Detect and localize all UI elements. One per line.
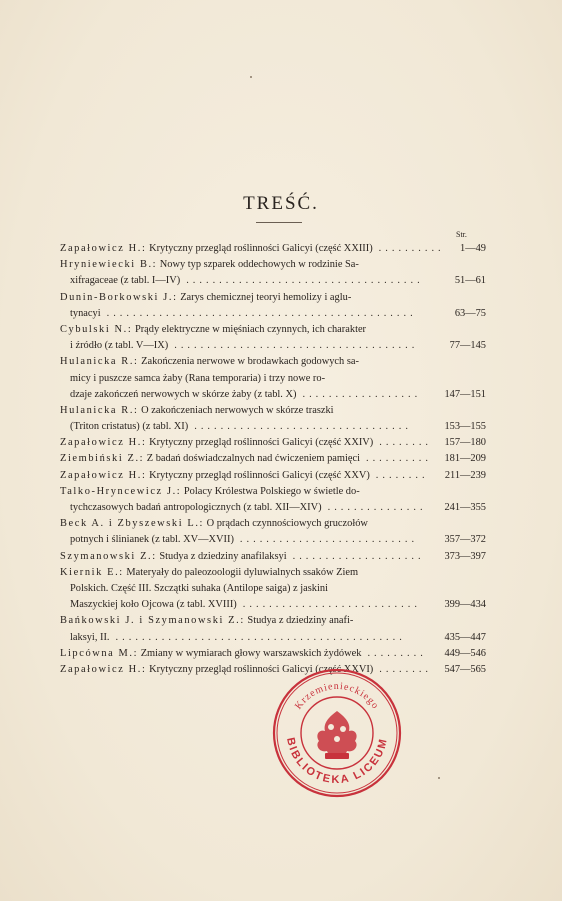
toc-entry-continuation: [60, 581, 486, 597]
entry-title: Studya z dziedziny anafilaksyi: [159, 550, 287, 562]
entry-author: Zapałowicz H.:: [60, 243, 147, 254]
leader-dots: ....................................: [186, 275, 424, 287]
entry-text: [70, 338, 168, 354]
leader-dots: ...............: [327, 502, 427, 513]
entry-author: Hulanicka R.:: [60, 356, 139, 368]
entry-pages: 241—355: [444, 502, 486, 513]
leader-dots: ....................: [292, 550, 425, 562]
toc-entry: [60, 549, 486, 565]
entry-title: Prądy elektryczne w mięśniach czynnych, ich charakter: [134, 323, 367, 335]
leader-dots: ..................: [302, 388, 422, 400]
pages-header: Str.: [456, 230, 467, 239]
entry-text: [70, 273, 180, 289]
page-title: TREŚĆ.: [243, 193, 319, 214]
entry-pages: 181—209: [444, 453, 486, 465]
toc-entry: [60, 565, 486, 581]
entry-text: [60, 549, 287, 565]
leader-dots: .................................: [194, 421, 412, 433]
toc-entry-continuation: [60, 387, 486, 403]
entry-title: i źródło (z tabl. V—IX): [70, 340, 169, 352]
entry-text: [70, 581, 328, 597]
entry-author: Lipcówna M.:: [60, 647, 139, 659]
entry-text: [60, 257, 359, 273]
entry-title: Materyały do paleozoologii dyluwialnych ssaków Ziem: [126, 566, 359, 578]
entry-title: xifragaceae (z tabl. I—IV): [70, 275, 181, 287]
entry-pages: 357—372: [444, 534, 486, 546]
leader-dots: ...........................: [242, 599, 421, 611]
leader-dots: ...............................................: [106, 307, 417, 319]
toc-entry: [60, 290, 486, 306]
entry-text: [60, 613, 353, 629]
toc-entry-continuation: [60, 419, 486, 435]
toc-entry: [60, 322, 486, 338]
leader-dots: ........: [375, 469, 429, 481]
library-stamp: [271, 667, 403, 799]
toc-entry: [60, 257, 486, 273]
entry-pages: 399—434: [444, 599, 486, 611]
entry-pages: 147—151: [444, 388, 486, 400]
speck: [250, 76, 252, 78]
toc-entry: [60, 613, 486, 629]
entry-text: [60, 451, 360, 467]
entry-author: Szymanowski Z.:: [60, 550, 157, 562]
entry-title: O prądach czynnościowych gruczołów: [206, 518, 368, 530]
toc-entry-continuation: [60, 597, 486, 613]
entry-text: [60, 403, 334, 419]
entry-text: [70, 532, 234, 548]
entry-title: (Triton cristatus) (z tabl. XI): [70, 421, 189, 433]
entry-title: Polacy Królestwa Polskiego w świetle do-: [183, 485, 360, 497]
leader-dots: ........: [379, 663, 433, 675]
entry-title: Maszyckiej koło Ojcowa (z tabl. XVIII): [70, 599, 237, 611]
entry-author: Hryniewiecki B.:: [60, 259, 158, 271]
entry-title: Krytyczny przegląd roślinności Galicyi (część XXIV): [149, 437, 374, 449]
entry-author: Dunin-Borkowski J.:: [60, 291, 178, 303]
toc-entry: [60, 403, 486, 419]
entry-title: potnych i ślinianek (z tabl. XV—XVII): [70, 534, 234, 546]
toc-entry-continuation: [60, 338, 486, 354]
entry-pages: 449—546: [444, 647, 486, 659]
entry-author: Kiernik E.:: [60, 566, 124, 578]
entry-title: micy i puszcze samca żaby (Rana temporaria) i trzy nowe ro-: [70, 372, 326, 384]
entry-title: Krytyczny przegląd roślinności Galicyi (część XXIII): [149, 243, 373, 254]
entry-title: dzaje zakończeń nerwowych w skórze żaby (z tabl. X): [70, 388, 297, 400]
entry-author: Talko-Hryncewicz J.:: [60, 485, 182, 497]
entry-text: [60, 241, 373, 257]
entry-pages: 547—565: [444, 663, 486, 675]
stamp-top-text: Krzemienieckiego: [293, 680, 382, 712]
toc-entry: [60, 451, 486, 467]
entry-text: [60, 484, 360, 500]
entry-title: tynacyi: [70, 307, 101, 319]
entry-title: Polskich. Część III. Szczątki suhaka (Antilope saiga) z jaskini: [70, 582, 328, 594]
entry-title: Zarys chemicznej teoryi hemolizy i aglu-: [180, 291, 352, 303]
stamp-emblem-icon: [317, 711, 356, 759]
speck: [438, 777, 440, 779]
entry-pages: 373—397: [444, 550, 486, 562]
entry-title: Z badań doświadczalnych nad ćwiczeniem pamięci: [146, 453, 360, 465]
toc-entry-continuation: [60, 630, 486, 646]
toc-entry: [60, 646, 486, 662]
entry-text: [60, 516, 368, 532]
entry-pages: 211—239: [444, 469, 486, 481]
entry-text: [60, 565, 358, 581]
toc-entry: [60, 516, 486, 532]
entry-text: [60, 435, 373, 451]
toc-entry: [60, 484, 486, 500]
entry-text: [70, 387, 296, 403]
toc-entry: [60, 435, 486, 451]
entry-title: Krytyczny przegląd roślinności Galicyi (część XXV): [149, 469, 370, 481]
toc-entry-continuation: [60, 500, 486, 516]
toc-entry-continuation: [60, 371, 486, 387]
entry-pages: 153—155: [444, 421, 486, 433]
entry-title: O zakończeniach nerwowych w skórze traszki: [141, 404, 334, 416]
entry-pages: 1—49: [460, 243, 486, 254]
entry-title: Zmiany w wymiarach głowy warszawskich żydówek: [140, 647, 362, 659]
entry-text: [70, 630, 110, 646]
toc-entry: [60, 468, 486, 484]
entry-pages: 77—145: [449, 340, 486, 352]
entry-text: [70, 306, 101, 322]
entry-text: [70, 419, 188, 435]
entry-text: [60, 322, 366, 338]
entry-text: [60, 354, 359, 370]
stamp-bottom-text: BIBLIOTEKA LICEUM: [284, 736, 390, 787]
entry-author: Ziembiński Z.:: [60, 453, 145, 465]
entry-pages: 157—180: [444, 437, 486, 449]
leader-dots: .........: [367, 647, 427, 659]
leader-dots: ...........................: [239, 534, 419, 546]
entry-text: [70, 500, 322, 516]
entry-text: [60, 290, 351, 306]
entry-author: Cybulski N.:: [60, 323, 133, 335]
entry-author: Zapałowicz H.:: [60, 437, 147, 449]
entry-author: Zapałowicz H.:: [60, 663, 147, 675]
entry-title: Zakończenia nerwowe w brodawkach godowych sa-: [141, 356, 359, 368]
entry-author: Bańkowski J. i Szymanowski Z.:: [60, 615, 245, 627]
entry-text: [60, 646, 361, 662]
toc-entry-continuation: [60, 273, 486, 289]
entry-title: Studya z dziedziny anafi-: [247, 615, 354, 627]
entry-title: laksyi, II.: [70, 631, 110, 643]
toc-entry: [60, 241, 486, 257]
leader-dots: ............................................: [115, 631, 406, 643]
entry-pages: 51—61: [454, 275, 486, 287]
leader-dots: .....................................: [174, 340, 419, 352]
entry-pages: 435—447: [444, 631, 486, 643]
entry-title: Krytyczny przegląd roślinności Galicyi (część XXVI): [149, 663, 374, 675]
entry-text: [60, 468, 370, 484]
toc-entry: [60, 354, 486, 370]
title-rule: [256, 222, 302, 223]
entry-text: [70, 597, 237, 613]
toc-entry-continuation: [60, 532, 486, 548]
leader-dots: ..........: [365, 453, 432, 465]
entry-pages: 63—75: [454, 307, 486, 319]
leader-dots: ..........: [378, 243, 445, 254]
table-of-contents: [60, 241, 486, 678]
entry-author: Hulanicka R.:: [60, 404, 139, 416]
entry-title: tychczasowych badań antropologicznych (z tabl. XII—XIV): [70, 502, 322, 513]
entry-text: [70, 371, 325, 387]
toc-entry-continuation: [60, 306, 486, 322]
leader-dots: ........: [379, 437, 433, 449]
entry-title: Nowy typ szparek oddechowych w rodzinie Sa-: [159, 259, 359, 271]
entry-author: Beck A. i Zbyszewski L.:: [60, 518, 205, 530]
entry-author: Zapałowicz H.:: [60, 469, 147, 481]
